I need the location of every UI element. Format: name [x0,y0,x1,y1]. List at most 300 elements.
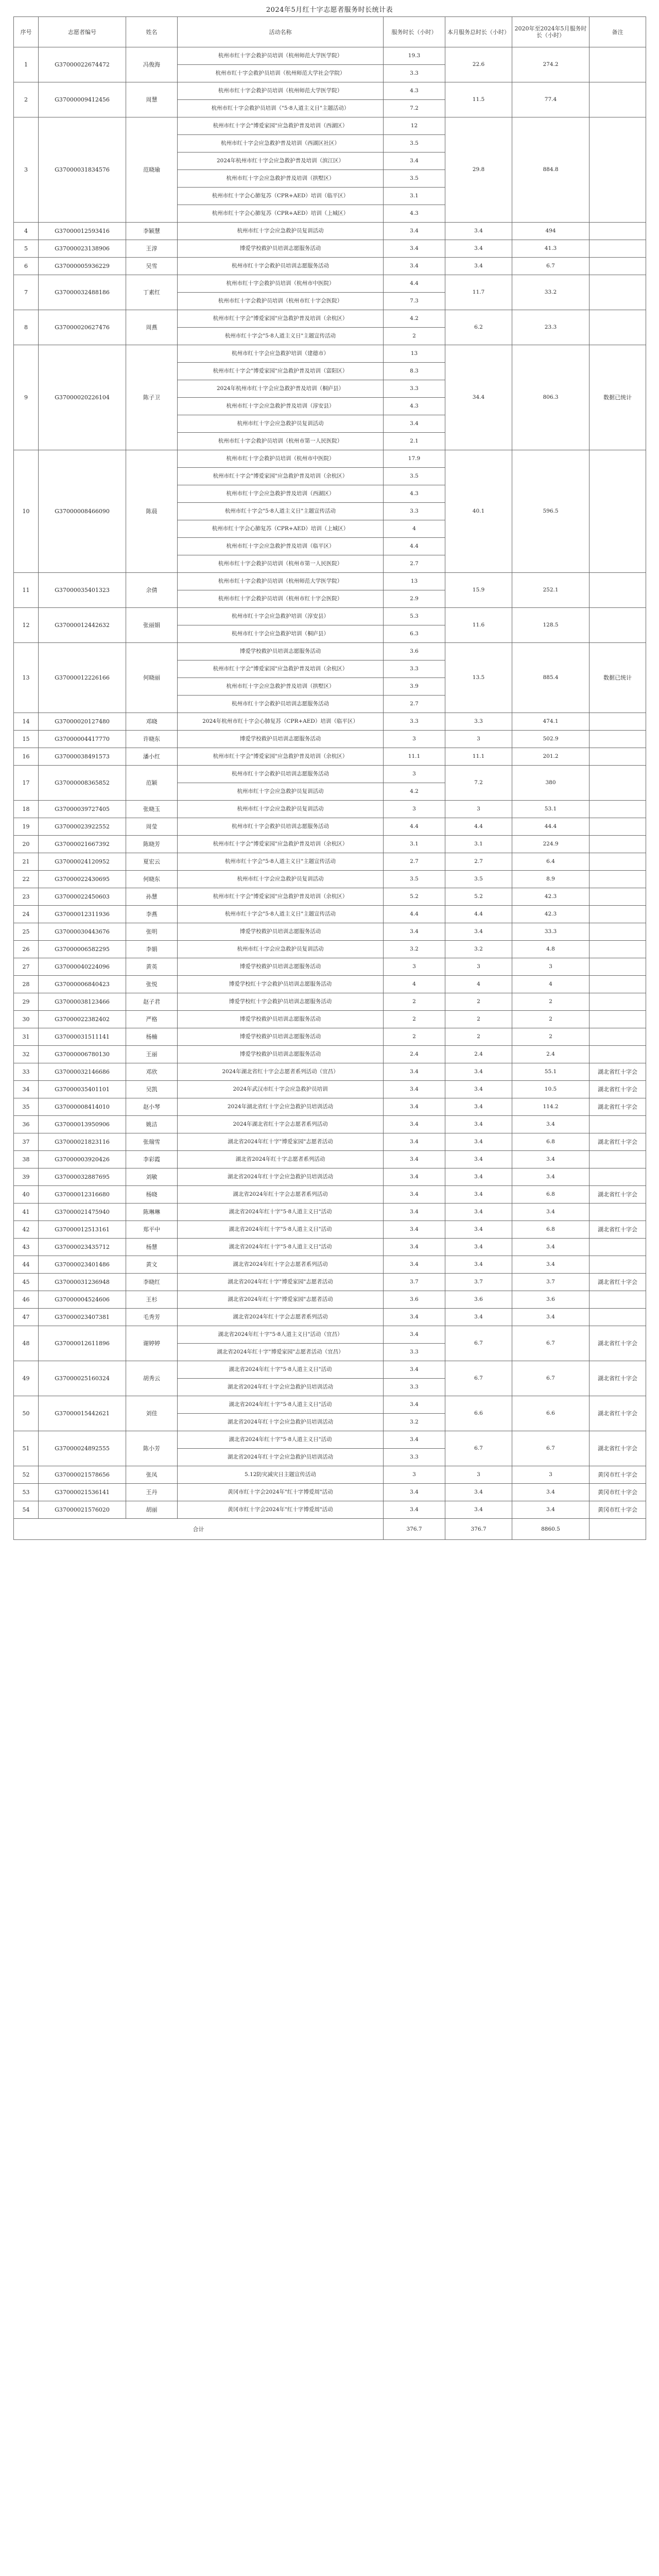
cell-total-hours: 3.5 [445,871,512,888]
cell-activity: 杭州市红十字会救护员培训（杭州市中医院） [178,275,384,293]
cell-volunteer-no: G37000022674472 [39,47,126,82]
cell-name: 姚洁 [126,1116,178,1133]
cell-name: 杨晓 [126,1186,178,1204]
cell-activity: 杭州市红十字会应急救护普及培训（拱墅区） [178,678,384,696]
cell-cumulative-hours: 224.9 [512,836,589,853]
cell-total-hours: 13.5 [445,643,512,713]
cell-seq: 44 [14,1256,39,1274]
cell-activity: 杭州市红十字会救护员培训（杭州市红十字会医院） [178,293,384,310]
cell-remark [589,1046,646,1063]
cell-hours: 3.5 [384,468,445,485]
header-row [14,17,646,47]
cell-activity: 杭州市红十字会救护员培训（杭州师范大学医学院） [178,47,384,65]
cell-name: 孙慧 [126,888,178,906]
cell-activity: 杭州市红十字会"博爱家园"应急救护普及培训（西湖区） [178,117,384,135]
cell-remark [589,958,646,976]
total-row [14,1519,646,1540]
cell-name: 杨慧 [126,1239,178,1256]
cell-remark: 湖北省红十字会 [589,1063,646,1081]
cell-total-hours: 3 [445,731,512,748]
cell-name: 邓欣 [126,1063,178,1081]
cell-name: 王淳 [126,240,178,258]
cell-activity: 杭州市红十字会救护员培训志愿服务活动 [178,696,384,713]
cell-cumulative-hours: 596.5 [512,450,589,573]
cell-activity: 博爱学校救护员培训志愿服务活动 [178,731,384,748]
table-row [14,976,646,993]
cell-activity: 杭州市红十字会救护员培训（杭州师范大学医学院） [178,82,384,100]
cell-name: 李彩霞 [126,1151,178,1168]
cell-remark: 湖北省红十字会 [589,1274,646,1291]
cell-volunteer-no: G37000008414010 [39,1098,126,1116]
cell-activity: 杭州市红十字会"博爱家园"应急救护普及培训（富阳区） [178,363,384,380]
cell-hours: 3.4 [384,1431,445,1449]
cell-activity: 湖北省2024年红十字"博爱家园"志愿者活动 [178,1274,384,1291]
cell-remark [589,801,646,818]
cell-activity: 杭州市红十字会救护员培训（杭州市第一人民医院） [178,433,384,450]
cell-hours: 4.3 [384,485,445,503]
hours-table [13,16,646,1540]
table-body [14,47,646,1519]
cell-hours: 3.4 [384,1168,445,1186]
cell-activity: 杭州市红十字会应急救护普及培训（西湖区） [178,485,384,503]
table-row [14,223,646,240]
cell-name: 毛秀芳 [126,1309,178,1326]
cell-activity: 湖北省2024年红十字会应急救护员培训活动 [178,1168,384,1186]
cell-total-hours: 2.4 [445,1046,512,1063]
cell-seq: 42 [14,1221,39,1239]
cell-remark [589,240,646,258]
cell-activity: 湖北省2024年红十字会志愿者系列活动 [178,1309,384,1326]
cell-hours: 3.4 [384,1186,445,1204]
cell-remark [589,1151,646,1168]
cell-volunteer-no: G37000021475940 [39,1204,126,1221]
cell-cumulative-hours: 2.4 [512,1046,589,1063]
cell-total-hours: 3.4 [445,1133,512,1151]
cell-hours: 7.3 [384,293,445,310]
cell-total-hours: 3.4 [445,1168,512,1186]
cell-cumulative-hours: 10.5 [512,1081,589,1098]
cell-hours: 5.2 [384,888,445,906]
cell-activity: 湖北省2024年红十字"5·8人道主义日"活动 [178,1239,384,1256]
cell-seq: 8 [14,310,39,345]
cell-seq: 35 [14,1098,39,1116]
cell-activity: 博爱学校红十字会救护员培训志愿服务活动 [178,993,384,1011]
cell-cumulative-hours: 2 [512,1028,589,1046]
cell-cumulative-hours: 494 [512,223,589,240]
cell-activity: 杭州市红十字会应急救护培训（淳安县） [178,608,384,625]
cell-hours: 19.3 [384,47,445,65]
cell-name: 陈晨 [126,450,178,573]
table-row [14,1396,646,1414]
cell-remark [589,117,646,223]
cell-name: 张瑞雪 [126,1133,178,1151]
cell-total-hours: 6.2 [445,310,512,345]
cell-seq: 46 [14,1291,39,1309]
cell-hours: 3.5 [384,135,445,152]
cell-hours: 4.4 [384,906,445,923]
table-row [14,941,646,958]
cell-total-hours: 15.9 [445,573,512,608]
table-row [14,1011,646,1028]
cell-seq: 19 [14,818,39,836]
cell-cumulative-hours: 3 [512,1466,589,1484]
cell-activity: 杭州市红十字会应急救护员复训活动 [178,223,384,240]
cell-activity: 杭州市红十字会"5·8人道主义日"主题宣传活动 [178,853,384,871]
cell-volunteer-no: G37000003920426 [39,1151,126,1168]
cell-cumulative-hours: 33.2 [512,275,589,310]
cell-seq: 40 [14,1186,39,1204]
cell-activity: 2024年武汉市红十字会应急救护员培训 [178,1081,384,1098]
cell-total-hours: 3.4 [445,1256,512,1274]
cell-hours: 3 [384,766,445,783]
cell-activity: 杭州市红十字会心肺复苏（CPR+AED）培训（上城区） [178,205,384,223]
cell-activity: 杭州市红十字会救护员培训志愿服务活动 [178,766,384,783]
cell-hours: 3.5 [384,170,445,188]
cell-hours: 3.3 [384,1379,445,1396]
cell-cumulative-hours: 4 [512,976,589,993]
table-row [14,1186,646,1204]
cell-remark [589,1239,646,1256]
cell-seq: 36 [14,1116,39,1133]
cell-hours: 3.4 [384,923,445,941]
table-row [14,258,646,275]
cell-activity: 杭州市红十字会应急救护普及培训（拱墅区） [178,170,384,188]
total-label: 合计 [14,1519,384,1540]
cell-name: 冯俊海 [126,47,178,82]
table-row [14,1028,646,1046]
cell-volunteer-no: G37000012311936 [39,906,126,923]
cell-remark: 湖北省红十字会 [589,1081,646,1098]
cell-volunteer-no: G37000021823116 [39,1133,126,1151]
cell-cumulative-hours: 2 [512,1011,589,1028]
table-row [14,853,646,871]
cell-hours: 3.4 [384,1151,445,1168]
cell-activity: 杭州市红十字会"5·8人道主义日"主题宣传活动 [178,503,384,520]
table-row [14,1256,646,1274]
cell-activity: 湖北省2024年红十字"5·8人道主义日"活动（宜昌） [178,1326,384,1344]
table-row [14,923,646,941]
cell-hours: 13 [384,573,445,590]
cell-hours: 4.4 [384,538,445,555]
cell-cumulative-hours: 33.3 [512,923,589,941]
table-row [14,801,646,818]
cell-total-hours: 22.6 [445,47,512,82]
cell-name: 陈晓芳 [126,836,178,853]
cell-hours: 3.9 [384,678,445,696]
cell-total-hours: 3.4 [445,223,512,240]
table-row [14,713,646,731]
cell-activity: 湖北省2024年红十字"博爱家园"志愿者活动 [178,1133,384,1151]
cell-activity: 湖北省2024年红十字"5·8人道主义日"活动 [178,1431,384,1449]
cell-activity: 博爱学校救护员培训志愿服务活动 [178,923,384,941]
cell-hours: 8.3 [384,363,445,380]
cell-cumulative-hours: 55.1 [512,1063,589,1081]
cell-total-hours: 2.7 [445,853,512,871]
cell-activity: 杭州市红十字会应急救护员复训活动 [178,871,384,888]
cell-total-hours: 3.4 [445,1063,512,1081]
cell-volunteer-no: G37000020627476 [39,310,126,345]
cell-total-hours: 3.4 [445,1309,512,1326]
cell-activity: 杭州市红十字会应急救护员复训活动 [178,941,384,958]
cell-remark [589,450,646,573]
cell-activity: 杭州市红十字会心肺复苏（CPR+AED）培训（临平区） [178,188,384,205]
cell-cumulative-hours: 3.7 [512,1274,589,1291]
cell-total-hours: 3.1 [445,836,512,853]
cell-remark: 湖北省红十字会 [589,1396,646,1431]
cell-activity: 黄冈市红十字会2024年"红十字博爱周"活动 [178,1484,384,1501]
cell-total-hours: 3.6 [445,1291,512,1309]
cell-volunteer-no: G37000032887695 [39,1168,126,1186]
cell-volunteer-no: G37000006840423 [39,976,126,993]
cell-name: 胡秀云 [126,1361,178,1396]
cell-hours: 6.3 [384,625,445,643]
cell-cumulative-hours: 474.1 [512,713,589,731]
total-remark [589,1519,646,1540]
cell-remark: 湖北省红十字会 [589,1221,646,1239]
cell-total-hours: 3.4 [445,1081,512,1098]
cell-total-hours: 3.4 [445,1186,512,1204]
cell-hours: 3.4 [384,1116,445,1133]
cell-name: 陈子卫 [126,345,178,450]
cell-cumulative-hours: 201.2 [512,748,589,766]
cell-remark [589,1028,646,1046]
cell-hours: 2.7 [384,555,445,573]
table-row [14,993,646,1011]
table-row [14,1431,646,1449]
cell-total-hours: 6.7 [445,1361,512,1396]
cell-hours: 3.4 [384,1396,445,1414]
cell-cumulative-hours: 6.8 [512,1221,589,1239]
table-row [14,1098,646,1116]
table-row [14,1274,646,1291]
cell-volunteer-no: G37000009412456 [39,82,126,117]
cell-name: 郑平中 [126,1221,178,1239]
cell-volunteer-no: G37000023922552 [39,818,126,836]
cell-name: 李燕 [126,906,178,923]
cell-hours: 4 [384,976,445,993]
cell-activity: 杭州市红十字会"博爱家园"应急救护普及培训（余杭区） [178,468,384,485]
table-row [14,310,646,328]
cell-hours: 3.4 [384,1063,445,1081]
cell-name: 周慧 [126,82,178,117]
cell-remark [589,82,646,117]
col-activity: 活动名称 [178,17,384,47]
cell-activity: 杭州市红十字会心肺复苏（CPR+AED）培训（上城区） [178,520,384,538]
table-row [14,1361,646,1379]
cell-hours: 3.6 [384,1291,445,1309]
cell-hours: 12 [384,117,445,135]
cell-activity: 湖北省2024年红十字会志愿者系列活动 [178,1256,384,1274]
cell-volunteer-no: G37000004524606 [39,1291,126,1309]
cell-remark: 湖北省红十字会 [589,1133,646,1151]
cell-volunteer-no: G37000015442621 [39,1396,126,1431]
table-row [14,1168,646,1186]
table-row [14,1484,646,1501]
cell-cumulative-hours: 6.7 [512,1431,589,1466]
cell-seq: 22 [14,871,39,888]
cell-cumulative-hours: 3.4 [512,1151,589,1168]
cell-hours: 11.1 [384,748,445,766]
cell-name: 潘小红 [126,748,178,766]
cell-hours: 3 [384,958,445,976]
cell-volunteer-no: G37000031236948 [39,1274,126,1291]
col-seq: 序号 [14,17,39,47]
cell-cumulative-hours: 502.9 [512,731,589,748]
cell-cumulative-hours: 8.9 [512,871,589,888]
cell-activity: 博爱学校救护员培训志愿服务活动 [178,643,384,660]
table-row [14,1046,646,1063]
cell-activity: 2024年湖北省红十字会志愿者系列活动（宜昌） [178,1063,384,1081]
cell-total-hours: 6.7 [445,1431,512,1466]
cell-hours: 2.9 [384,590,445,608]
cell-seq: 50 [14,1396,39,1431]
table-row [14,573,646,590]
cell-name: 张凤 [126,1466,178,1484]
cell-seq: 41 [14,1204,39,1221]
cell-seq: 9 [14,345,39,450]
cell-activity: 杭州市红十字会救护员培训（杭州师范大学医学院） [178,573,384,590]
cell-seq: 53 [14,1484,39,1501]
cell-hours: 3 [384,731,445,748]
cell-activity: 博爱学校红十字会救护员培训志愿服务活动 [178,976,384,993]
cell-remark [589,818,646,836]
cell-cumulative-hours: 6.4 [512,853,589,871]
cell-cumulative-hours: 3.4 [512,1239,589,1256]
cell-cumulative-hours: 885.4 [512,643,589,713]
cell-remark [589,836,646,853]
cell-cumulative-hours: 252.1 [512,573,589,608]
col-name: 姓名 [126,17,178,47]
cell-cumulative-hours: 6.7 [512,1361,589,1396]
cell-name: 丁素红 [126,275,178,310]
cell-volunteer-no: G37000022450603 [39,888,126,906]
cell-total-hours: 3.4 [445,1484,512,1501]
cell-activity: 杭州市红十字会救护员培训（杭州市中医院） [178,450,384,468]
cell-remark [589,1168,646,1186]
cell-name: 王丽 [126,1046,178,1063]
cell-cumulative-hours: 42.3 [512,888,589,906]
cell-cumulative-hours: 4.8 [512,941,589,958]
cell-name: 李颖慧 [126,223,178,240]
cell-hours: 3.3 [384,503,445,520]
table-row [14,818,646,836]
cell-name: 陈琳琳 [126,1204,178,1221]
cell-total-hours: 29.8 [445,117,512,223]
table-row [14,1326,646,1344]
cell-total-hours: 11.5 [445,82,512,117]
cell-activity: 湖北省2024年红十字会应急救护员培训活动 [178,1449,384,1466]
cell-activity: 杭州市红十字会应急救护员复训活动 [178,783,384,801]
cell-name: 王丹 [126,1484,178,1501]
cell-seq: 51 [14,1431,39,1466]
cell-volunteer-no: G37000012442632 [39,608,126,643]
cell-volunteer-no: G37000025160324 [39,1361,126,1396]
cell-volunteer-no: G37000012611896 [39,1326,126,1361]
cell-volunteer-no: G37000023435712 [39,1239,126,1256]
cell-seq: 52 [14,1466,39,1484]
cell-activity: 杭州市红十字会救护员培训（杭州市红十字会医院） [178,590,384,608]
cell-hours: 3.4 [384,1309,445,1326]
cell-volunteer-no: G37000023407381 [39,1309,126,1326]
cell-total-hours: 3.3 [445,713,512,731]
cell-hours: 3.4 [384,1256,445,1274]
cell-activity: 2024年杭州市红十字会心肺复苏（CPR+AED）培训（临平区） [178,713,384,731]
cell-hours: 7.2 [384,100,445,117]
cell-hours: 3.4 [384,223,445,240]
cell-activity: 杭州市红十字会应急救护普及培训（西湖区社区） [178,135,384,152]
cell-hours: 3.3 [384,713,445,731]
cell-cumulative-hours: 44.4 [512,818,589,836]
cell-volunteer-no: G37000030443676 [39,923,126,941]
cell-seq: 28 [14,976,39,993]
cell-volunteer-no: G37000006582295 [39,941,126,958]
cell-hours: 3.4 [384,1221,445,1239]
cell-remark [589,871,646,888]
cell-seq: 1 [14,47,39,82]
table-row [14,1291,646,1309]
cell-cumulative-hours: 6.7 [512,1326,589,1361]
table-row [14,117,646,135]
cell-cumulative-hours: 53.1 [512,801,589,818]
cell-activity: 湖北省2024年红十字"5·8人道主义日"活动 [178,1361,384,1379]
table-row [14,1221,646,1239]
cell-name: 许晓东 [126,731,178,748]
cell-hours: 3.4 [384,415,445,433]
cell-cumulative-hours: 6.8 [512,1186,589,1204]
cell-volunteer-no: G37000022382402 [39,1011,126,1028]
cell-hours: 3.5 [384,871,445,888]
cell-seq: 25 [14,923,39,941]
table-row [14,958,646,976]
cell-name: 胡丽 [126,1501,178,1519]
cell-activity: 湖北省2024年红十字"5·8人道主义日"活动 [178,1396,384,1414]
cell-remark [589,223,646,240]
cell-hours: 3.4 [384,1081,445,1098]
cell-volunteer-no: G37000013950906 [39,1116,126,1133]
cell-activity: 杭州市红十字会应急救护普及培训（临平区） [178,538,384,555]
cell-remark [589,310,646,345]
cell-hours: 3.4 [384,1326,445,1344]
cell-total-hours: 3.4 [445,1151,512,1168]
total-cum-sum: 8860.5 [512,1519,589,1540]
cell-volunteer-no: G37000038491573 [39,748,126,766]
cell-remark: 湖北省红十字会 [589,1098,646,1116]
cell-activity: 杭州市红十字会应急救护员复训活动 [178,415,384,433]
cell-remark [589,1116,646,1133]
col-cumulative-hours: 2020年至2024年5月服务时长（小时） [512,17,589,47]
cell-remark [589,748,646,766]
cell-hours: 4.3 [384,398,445,415]
cell-volunteer-no: G37000020226104 [39,345,126,450]
cell-seq: 37 [14,1133,39,1151]
cell-total-hours: 3.4 [445,1116,512,1133]
cell-volunteer-no: G37000021578656 [39,1466,126,1484]
cell-hours: 2 [384,328,445,345]
cell-total-hours: 11.6 [445,608,512,643]
cell-name: 刘佳 [126,1396,178,1431]
cell-volunteer-no: G37000035401101 [39,1081,126,1098]
cell-remark [589,976,646,993]
cell-total-hours: 3.4 [445,240,512,258]
cell-volunteer-no: G37000008365852 [39,766,126,801]
cell-remark [589,993,646,1011]
cell-name: 范颖 [126,766,178,801]
cell-seq: 7 [14,275,39,310]
cell-remark [589,853,646,871]
cell-seq: 39 [14,1168,39,1186]
cell-activity: 杭州市红十字会救护员培训志愿服务活动 [178,818,384,836]
cell-seq: 13 [14,643,39,713]
